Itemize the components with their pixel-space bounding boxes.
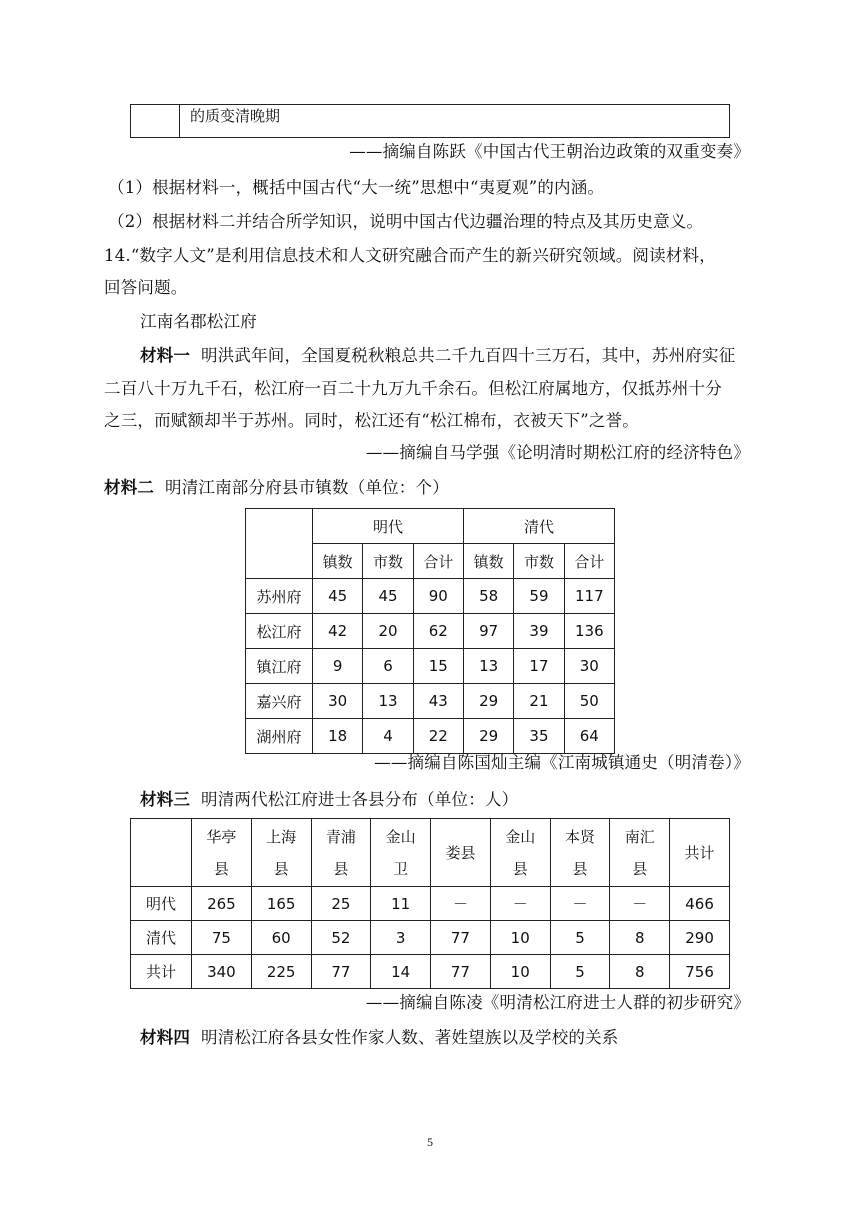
source-1: ——摘编自陈跃《中国古代王朝治边政策的双重变奏》 — [349, 142, 750, 161]
material-2-heading — [104, 477, 449, 499]
table3-cell: 25 — [311, 887, 371, 921]
question-14-line2: 回答问题。 — [104, 278, 188, 297]
table3-header — [311, 819, 371, 887]
table3-cell: 77 — [311, 955, 371, 989]
table3-row-name: 明代 — [131, 887, 192, 921]
table3-header-part: 县 — [632, 859, 648, 878]
table3-header-part: 上海 — [266, 827, 297, 846]
table3-header-part: 青浦 — [325, 827, 356, 846]
table3-cell: 14 — [371, 955, 431, 989]
table3-cell: 225 — [251, 955, 311, 989]
table3-cell: 8 — [610, 955, 670, 989]
table3-cell: 340 — [192, 955, 252, 989]
section-subtitle: 江南名郡松江府 — [140, 312, 257, 331]
table3-cell: 10 — [490, 921, 550, 955]
table3-cell: 60 — [251, 921, 311, 955]
table3-cell: － — [490, 887, 550, 921]
table3-header-part: 卫 — [393, 859, 409, 878]
material-1-line3: 之三，而赋额却半于苏州。同时，松江还有“松江棉布，衣被天下”之誉。 — [104, 411, 639, 430]
table2-cell: 90 — [413, 579, 463, 614]
table2-subheader: 合计 — [413, 544, 463, 579]
table2-cell: 15 — [413, 649, 463, 684]
table2-row-name: 镇江府 — [246, 649, 313, 684]
table3-cell: 77 — [431, 955, 491, 989]
question-1: （1）根据材料一，概括中国古代“大一统”思想中“夷夏观”的内涵。 — [108, 178, 605, 197]
table3-row-name: 清代 — [131, 921, 192, 955]
table2-cell: 20 — [363, 614, 413, 649]
table2-cell: 45 — [313, 579, 363, 614]
table2-subheader: 合计 — [564, 544, 614, 579]
table2-row-name: 嘉兴府 — [246, 684, 313, 719]
table3-cell: 466 — [670, 887, 730, 921]
table3-cell: 10 — [490, 955, 550, 989]
table3-cell: 3 — [371, 921, 431, 955]
table2-cell: 30 — [564, 649, 614, 684]
table-row — [246, 684, 615, 719]
material-3-title: 明清两代松江府进士各县分布（单位：人） — [201, 790, 519, 809]
table3-header-part: 金山 — [505, 827, 536, 846]
table3-corner — [131, 819, 192, 887]
top-table-text-cell: 的质变清晚期 — [180, 105, 730, 138]
question-14-line1: 14.“数字人文”是利用信息技术和人文研究融合而产生的新兴研究领域。阅读材料， — [104, 246, 716, 265]
question-2: （2）根据材料二并结合所学知识，说明中国古代边疆治理的特点及其历史意义。 — [108, 212, 704, 231]
table3-cell: 77 — [431, 921, 491, 955]
table3-cell: 8 — [610, 921, 670, 955]
table3-header — [431, 819, 491, 887]
table2-subheader: 市数 — [514, 544, 564, 579]
table2-cell: 9 — [313, 649, 363, 684]
table2-cell: 29 — [463, 684, 513, 719]
table2-cell: 59 — [514, 579, 564, 614]
table-row — [131, 955, 730, 989]
material-1-label: 材料一 — [140, 346, 191, 365]
table-row — [246, 579, 615, 614]
material-3-label: 材料三 — [140, 790, 191, 809]
table3-header — [371, 819, 431, 887]
table-row — [246, 614, 615, 649]
material-2-label: 材料二 — [104, 478, 155, 497]
table2-cell: 136 — [564, 614, 614, 649]
table3-header-part: 本贤 — [564, 827, 595, 846]
material-4-heading — [140, 1027, 619, 1049]
table2-header-qing: 清代 — [463, 509, 614, 544]
top-table-empty-cell — [131, 105, 180, 138]
table3-header — [670, 819, 730, 887]
table3-header-part: 县 — [512, 859, 528, 878]
table3-header-part: 县 — [572, 859, 588, 878]
table2-row-name: 湖州府 — [246, 719, 313, 754]
table-row — [246, 719, 615, 754]
material-2-title: 明清江南部分府县市镇数（单位：个） — [165, 478, 449, 497]
material-1-text1: 明洪武年间，全国夏税秋粮总共二千九百四十三万石，其中，苏州府实征 — [201, 346, 736, 365]
table3-cell: 756 — [670, 955, 730, 989]
table2-cell: 13 — [463, 649, 513, 684]
table2-cell: 42 — [313, 614, 363, 649]
table2-cell: 97 — [463, 614, 513, 649]
table-row — [131, 887, 730, 921]
table2-cell: 30 — [313, 684, 363, 719]
material-1-source: ——摘编自马学强《论明清时期松江府的经济特色》 — [365, 443, 750, 462]
table2-cell: 22 — [413, 719, 463, 754]
table3-cell: 5 — [550, 955, 610, 989]
top-table-fragment — [130, 104, 730, 138]
table3-header-part: 县 — [273, 859, 289, 878]
jinshi-table — [130, 818, 730, 989]
table3-cell: 5 — [550, 921, 610, 955]
table2-row-name: 松江府 — [246, 614, 313, 649]
material-3-heading — [140, 789, 518, 811]
material-4-label: 材料四 — [140, 1028, 191, 1047]
table2-cell: 50 — [564, 684, 614, 719]
table2-cell: 17 — [514, 649, 564, 684]
table3-header — [550, 819, 610, 887]
table2-row-name: 苏州府 — [246, 579, 313, 614]
table3-header-part: 南汇 — [624, 827, 655, 846]
table3-header-part: 华亭 — [206, 827, 237, 846]
table2-cell: 4 — [363, 719, 413, 754]
table2-subheader: 市数 — [363, 544, 413, 579]
material-1-line2: 二百八十万九千石，松江府一百二十九万九千余石。但松江府属地方，仅抵苏州十分 — [104, 379, 722, 398]
table3-cell: 75 — [192, 921, 252, 955]
table3-row-name: 共计 — [131, 955, 192, 989]
table2-cell: 58 — [463, 579, 513, 614]
table3-header-part: 共计 — [684, 843, 715, 862]
material-2-source: ——摘编自陈国灿主编《江南城镇通史（明清卷）》 — [374, 753, 750, 772]
table2-cell: 117 — [564, 579, 614, 614]
table3-header — [192, 819, 252, 887]
table3-header — [610, 819, 670, 887]
table2-corner — [246, 509, 313, 579]
table3-cell: － — [610, 887, 670, 921]
table3-header-part: 县 — [333, 859, 349, 878]
table2-cell: 13 — [363, 684, 413, 719]
table3-header — [490, 819, 550, 887]
table2-cell: 18 — [313, 719, 363, 754]
table2-subheader: 镇数 — [463, 544, 513, 579]
table3-cell: － — [550, 887, 610, 921]
table3-header-part: 金山 — [385, 827, 416, 846]
material-4-title: 明清松江府各县女性作家人数、著姓望族以及学校的关系 — [201, 1028, 619, 1047]
table2-cell: 35 — [514, 719, 564, 754]
table2-cell: 43 — [413, 684, 463, 719]
table3-header-part: 娄县 — [445, 843, 476, 862]
page-number: 5 — [427, 1135, 433, 1149]
table3-cell: － — [431, 887, 491, 921]
table-row — [246, 649, 615, 684]
table2-cell: 39 — [514, 614, 564, 649]
material-3-source: ——摘编自陈凌《明清松江府进士人群的初步研究》 — [365, 993, 750, 1012]
market-town-table — [245, 508, 615, 754]
table3-cell: 52 — [311, 921, 371, 955]
table3-header — [251, 819, 311, 887]
table2-cell: 29 — [463, 719, 513, 754]
table2-cell: 62 — [413, 614, 463, 649]
table2-cell: 21 — [514, 684, 564, 719]
table2-header-ming: 明代 — [313, 509, 464, 544]
table2-cell: 6 — [363, 649, 413, 684]
table3-cell: 165 — [251, 887, 311, 921]
table2-cell: 64 — [564, 719, 614, 754]
material-1-line1 — [140, 345, 735, 367]
table2-subheader: 镇数 — [313, 544, 363, 579]
table3-header-part: 县 — [213, 859, 229, 878]
table3-cell: 11 — [371, 887, 431, 921]
table3-cell: 265 — [192, 887, 252, 921]
table3-cell: 290 — [670, 921, 730, 955]
table2-cell: 45 — [363, 579, 413, 614]
table-row — [131, 921, 730, 955]
